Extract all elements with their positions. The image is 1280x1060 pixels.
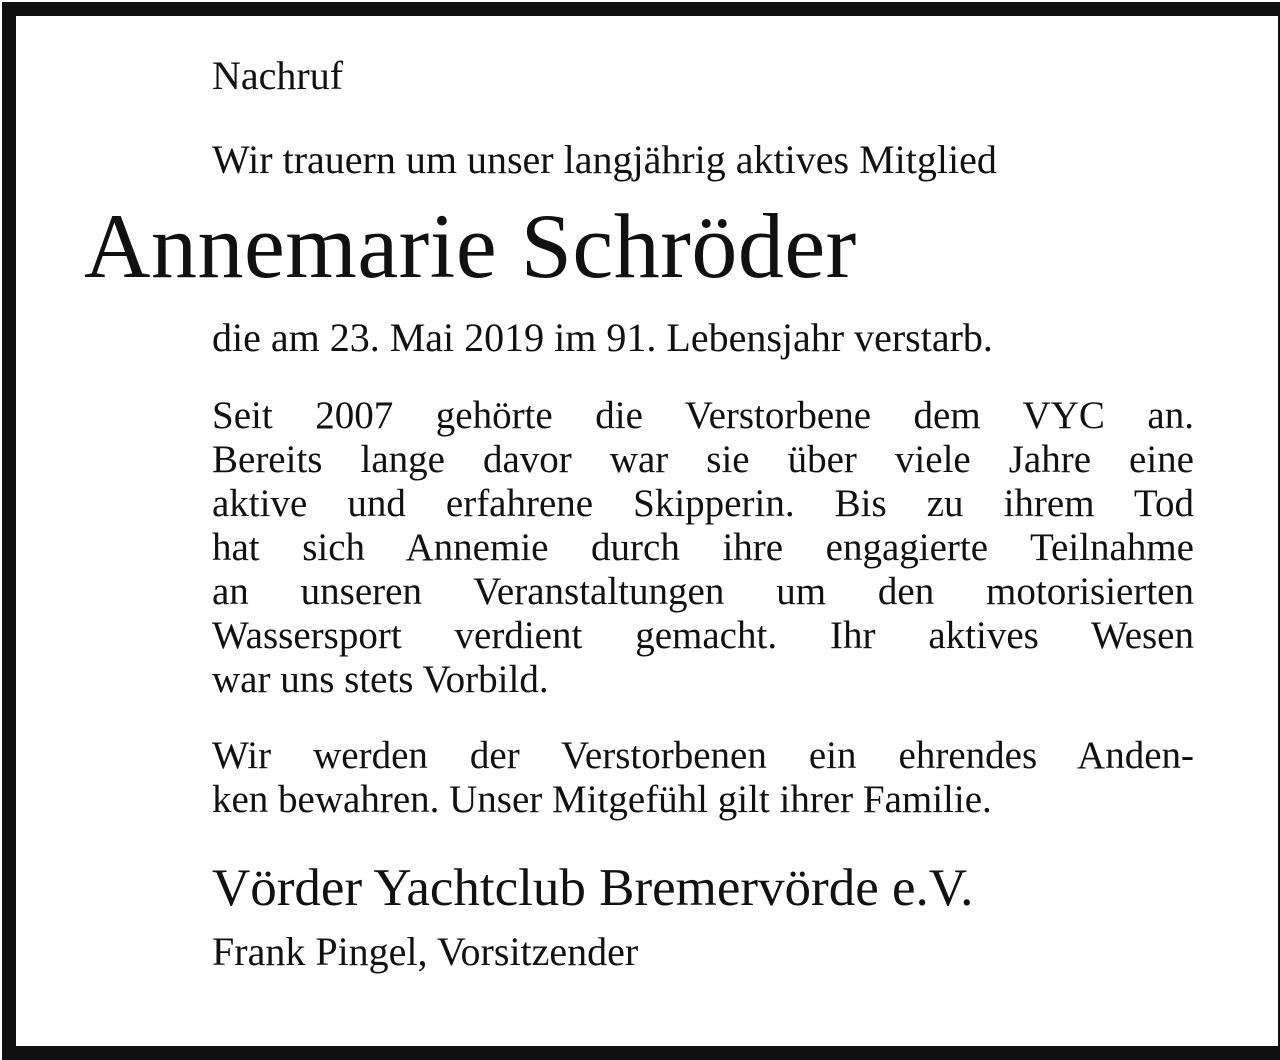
remembrance-paragraph (212, 734, 1194, 822)
text-line: Wassersport verdient gemacht. Ihr aktives Wesen (212, 614, 1194, 657)
text-line: ken bewahren. Unser Mitgefühl gilt ihrer Familie. (212, 778, 992, 821)
text-line: Wir werden der Verstorbenen ein ehrendes Anden- (212, 734, 1194, 777)
signer-name: Frank Pingel, Vorsitzender (212, 929, 639, 974)
death-date-line: die am 23. Mai 2019 im 91. Lebensjahr verstarb. (212, 315, 993, 360)
text-line: hat sich Annemie durch ihre engagierte Teilnahme (212, 526, 1194, 569)
notice-heading: Nachruf (212, 53, 344, 98)
tribute-paragraph (212, 394, 1194, 702)
text-line: aktive und erfahrene Skipperin. Bis zu ihrem Tod (212, 482, 1194, 525)
text-line: an unseren Veranstaltungen um den motorisierten (212, 570, 1194, 613)
text-line: Bereits lange davor war sie über viele Jahre eine (212, 438, 1194, 481)
intro-line: Wir trauern um unser langjährig aktives Mitglied (212, 137, 997, 182)
text-line: Seit 2007 gehörte die Verstorbene dem VYC an. (212, 394, 1194, 437)
deceased-name: Annemarie Schröder (84, 195, 857, 297)
club-name: Vörder Yachtclub Bremervörde e.V. (212, 859, 974, 917)
text-line: war uns stets Vorbild. (212, 658, 549, 701)
